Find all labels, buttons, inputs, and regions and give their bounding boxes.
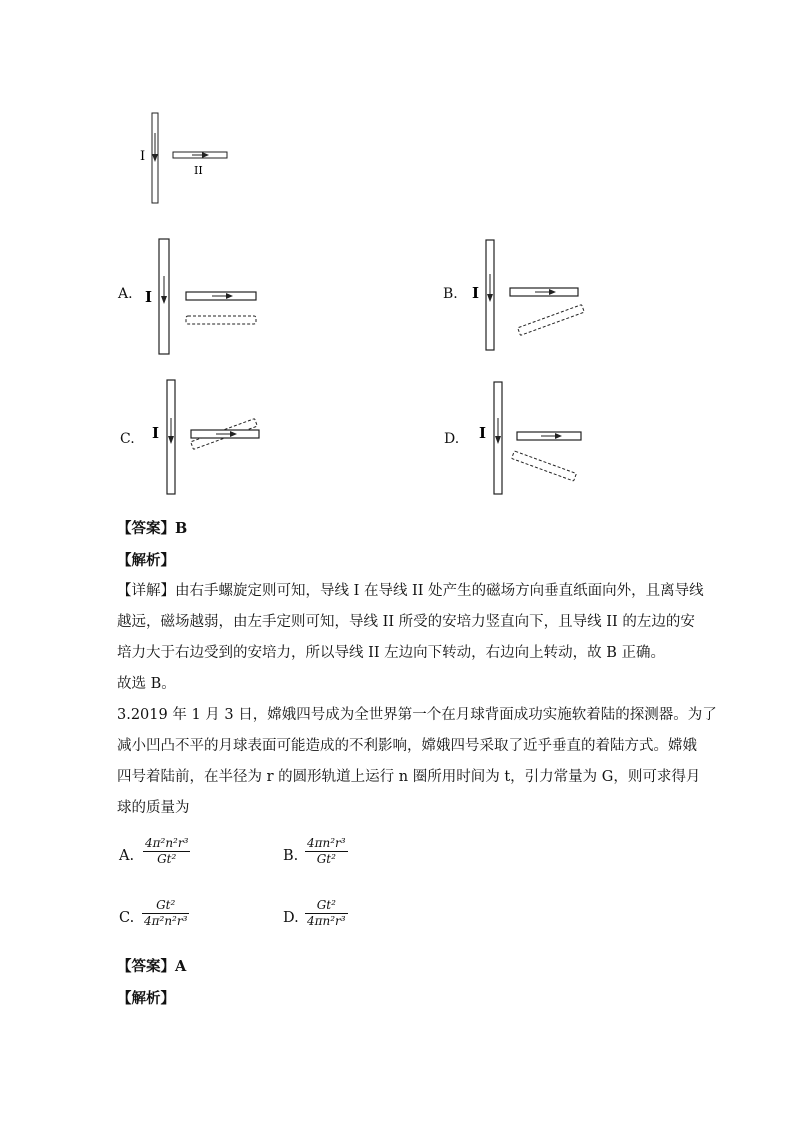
q2-detail-line-1: 【详解】由右手螺旋定则可知，导线 I 在导线 II 处产生的磁场方向垂直纸面向外，且离导线 [117, 583, 704, 599]
q2-detail-line-2: 越远，磁场越弱，由左手定则可知，导线 II 所受的安培力竖直向下，且导线 II 的左边的安 [117, 614, 695, 630]
q3-option-D-letter: D. [283, 910, 299, 926]
q3-stem-line-3: 四号着陆前，在半径为 r 的圆形轨道上运行 n 圈所用时间为 t，引力常量为 G，则可求得月 [117, 769, 701, 785]
q3-stem-line-4: 球的质量为 [117, 800, 190, 816]
label-wire-II: II [194, 164, 203, 177]
q2-detail-line-4: 故选 B。 [117, 676, 176, 692]
q3-analysis-heading: 【解析】 [117, 990, 175, 1007]
option-B-letter: B. [443, 286, 458, 302]
wire-II-new-position [518, 305, 585, 336]
q3-option-D-numerator: Gt² [316, 898, 336, 912]
option-A-figure [138, 236, 268, 358]
label-wire-I: I [479, 424, 487, 442]
q3-option-B-letter: B. [283, 848, 299, 864]
label-wire-I: I [472, 284, 480, 302]
option-C-letter: C. [120, 431, 135, 447]
q3-stem-line-1: 3.2019 年 1 月 3 日，嫦娥四号成为全世界第一个在月球背面成功实施软着陆的探测器。为了 [117, 707, 717, 723]
option-D-letter: D. [444, 431, 460, 447]
q3-option-A-denominator: Gt² [157, 852, 177, 866]
q3-stem-line-2: 减小凹凸不平的月球表面可能造成的不利影响，嫦娥四号采取了近乎垂直的着陆方式。嫦娥 [117, 738, 697, 754]
label-wire-I: I [145, 288, 153, 306]
label-wire-I: I [152, 424, 160, 442]
wire-II-new-position [186, 316, 256, 324]
q3-option-C-letter: C. [119, 910, 135, 926]
q3-option-D-denominator: 4πn²r³ [307, 914, 346, 928]
option-C-figure [138, 376, 268, 498]
q3-option-C-numerator: Gt² [156, 898, 176, 912]
q2-analysis-heading: 【解析】 [117, 552, 175, 569]
q3-option-A-formula [143, 836, 190, 867]
q3-option-B-formula [305, 836, 348, 867]
wire-II-new-position [512, 451, 577, 481]
q3-option-B-numerator: 4πn²r³ [307, 836, 346, 850]
label-wire-I: I [140, 149, 146, 164]
q2-answer: 【答案】B [117, 520, 188, 537]
option-D-figure [465, 376, 595, 498]
q3-option-A-letter: A. [119, 848, 135, 864]
option-A-letter: A. [118, 286, 133, 302]
q3-option-D-formula [305, 898, 348, 929]
wire-setup-figure [130, 108, 240, 208]
q2-detail-line-3: 培力大于右边受到的安培力，所以导线 II 左边向下转动，右边向上转动，故 B 正确。 [117, 645, 666, 661]
option-B-figure [465, 236, 595, 358]
q3-option-A-numerator: 4π²n²r³ [145, 836, 189, 850]
q3-answer: 【答案】A [117, 958, 187, 975]
q3-option-B-denominator: Gt² [316, 852, 336, 866]
q3-option-C-denominator: 4π²n²r³ [144, 914, 188, 928]
q3-option-C-formula [142, 898, 189, 929]
